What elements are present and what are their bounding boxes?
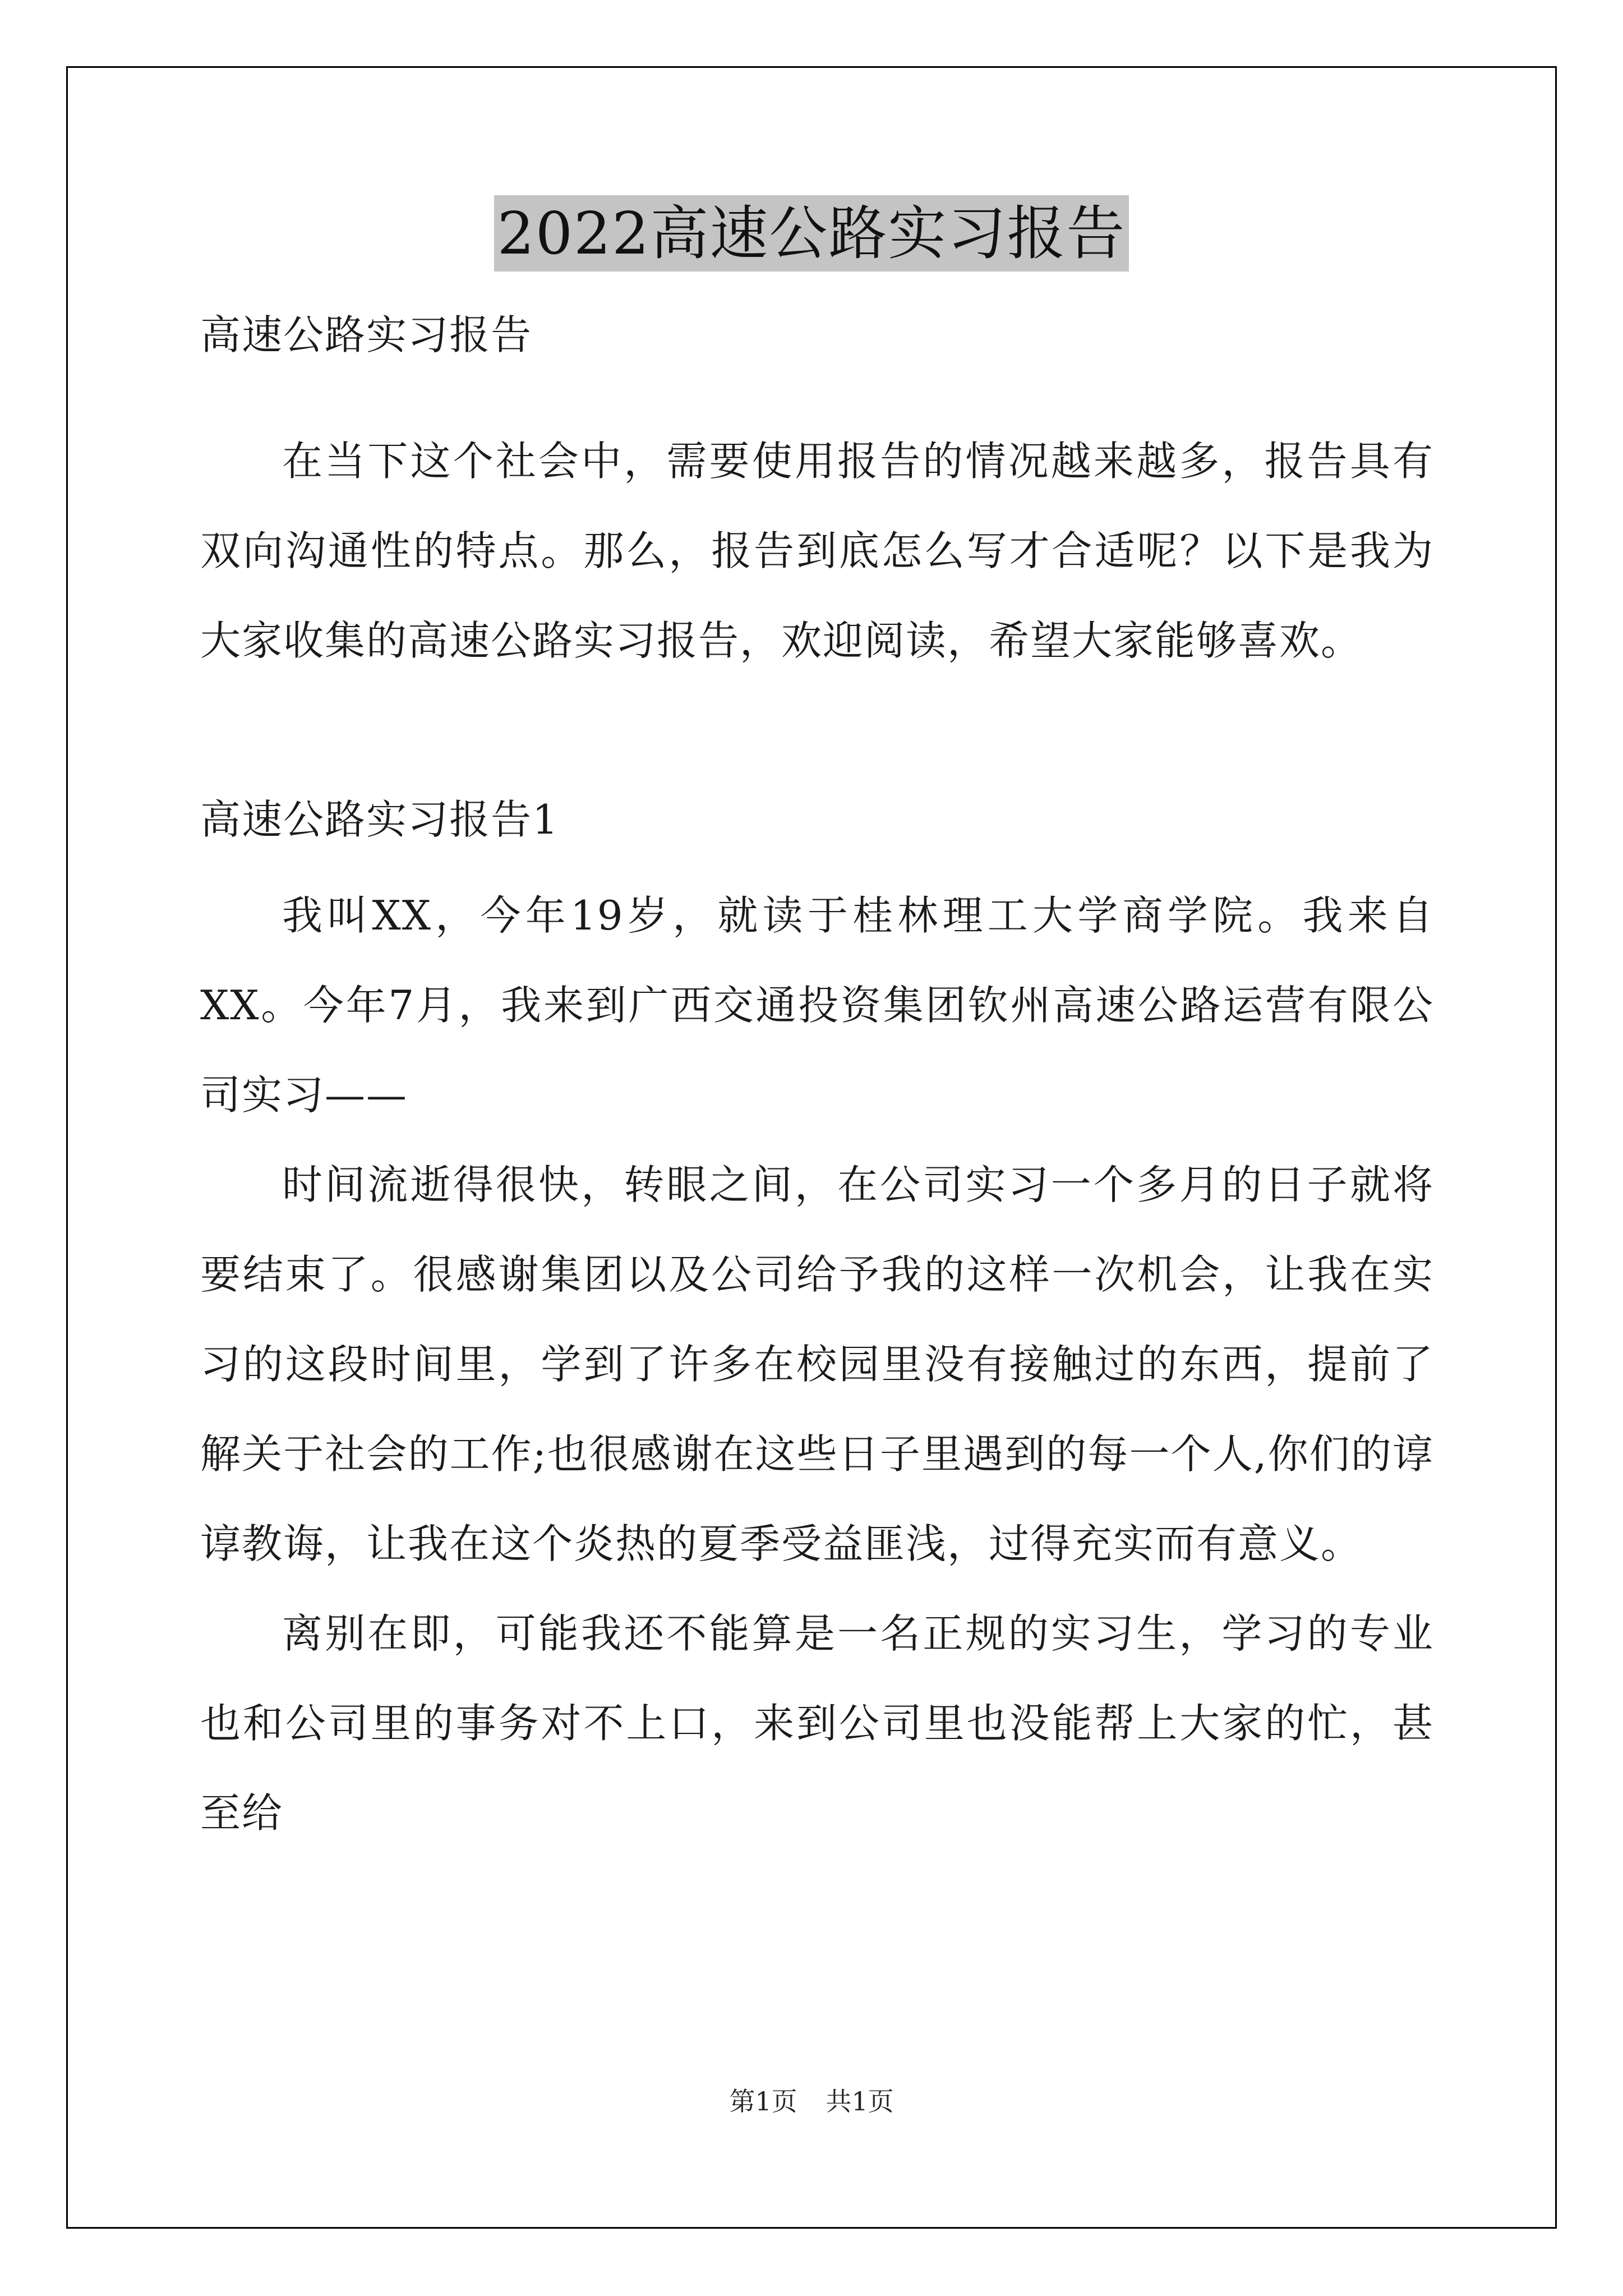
title-container xyxy=(0,195,1623,272)
page-footer xyxy=(0,2085,1623,2118)
section-heading: 高速公路实习报告1 xyxy=(200,796,559,843)
intro-paragraph: 在当下这个社会中，需要使用报告的情况越来越多，报告具有双向沟通性的特点。那么，报告到底怎么写才合适呢？以下是我为大家收集的高速公路实习报告，欢迎阅读，希望大家能够喜欢。 xyxy=(200,438,1434,664)
document-body xyxy=(200,307,1434,1858)
body-paragraph: 我叫XX，今年19岁，就读于桂林理工大学商学院。我来自XX。今年7月，我来到广西交通投资集团钦州高速公路运营有限公司实习—— xyxy=(200,892,1434,1119)
body-paragraph: 时间流逝得很快，转眼之间，在公司实习一个多月的日子就将要结束了。很感谢集团以及公司给予我的这样一次机会，让我在实习的这段时间里，学到了许多在校园里没有接触过的东西，提前了解关于社会的工作;也很感谢在这些日子里遇到的每一个人,你们的谆谆教诲，让我在这个炎热的夏季受益匪浅，过得充实而有意义。 xyxy=(200,1161,1434,1567)
document-title: 2022高速公路实习报告 xyxy=(494,195,1129,272)
spacer xyxy=(200,847,1434,871)
page-total: 共1页 xyxy=(826,2086,894,2116)
page-number: 第1页 xyxy=(729,2086,797,2116)
intro-heading: 高速公路实习报告 xyxy=(200,311,533,358)
body-paragraph: 离别在即，可能我还不能算是一名正规的实习生，学习的专业也和公司里的事务对不上口，来到公司里也没能帮上大家的忙，甚至给 xyxy=(200,1610,1434,1837)
spacer xyxy=(200,685,1434,792)
spacer xyxy=(200,362,1434,416)
